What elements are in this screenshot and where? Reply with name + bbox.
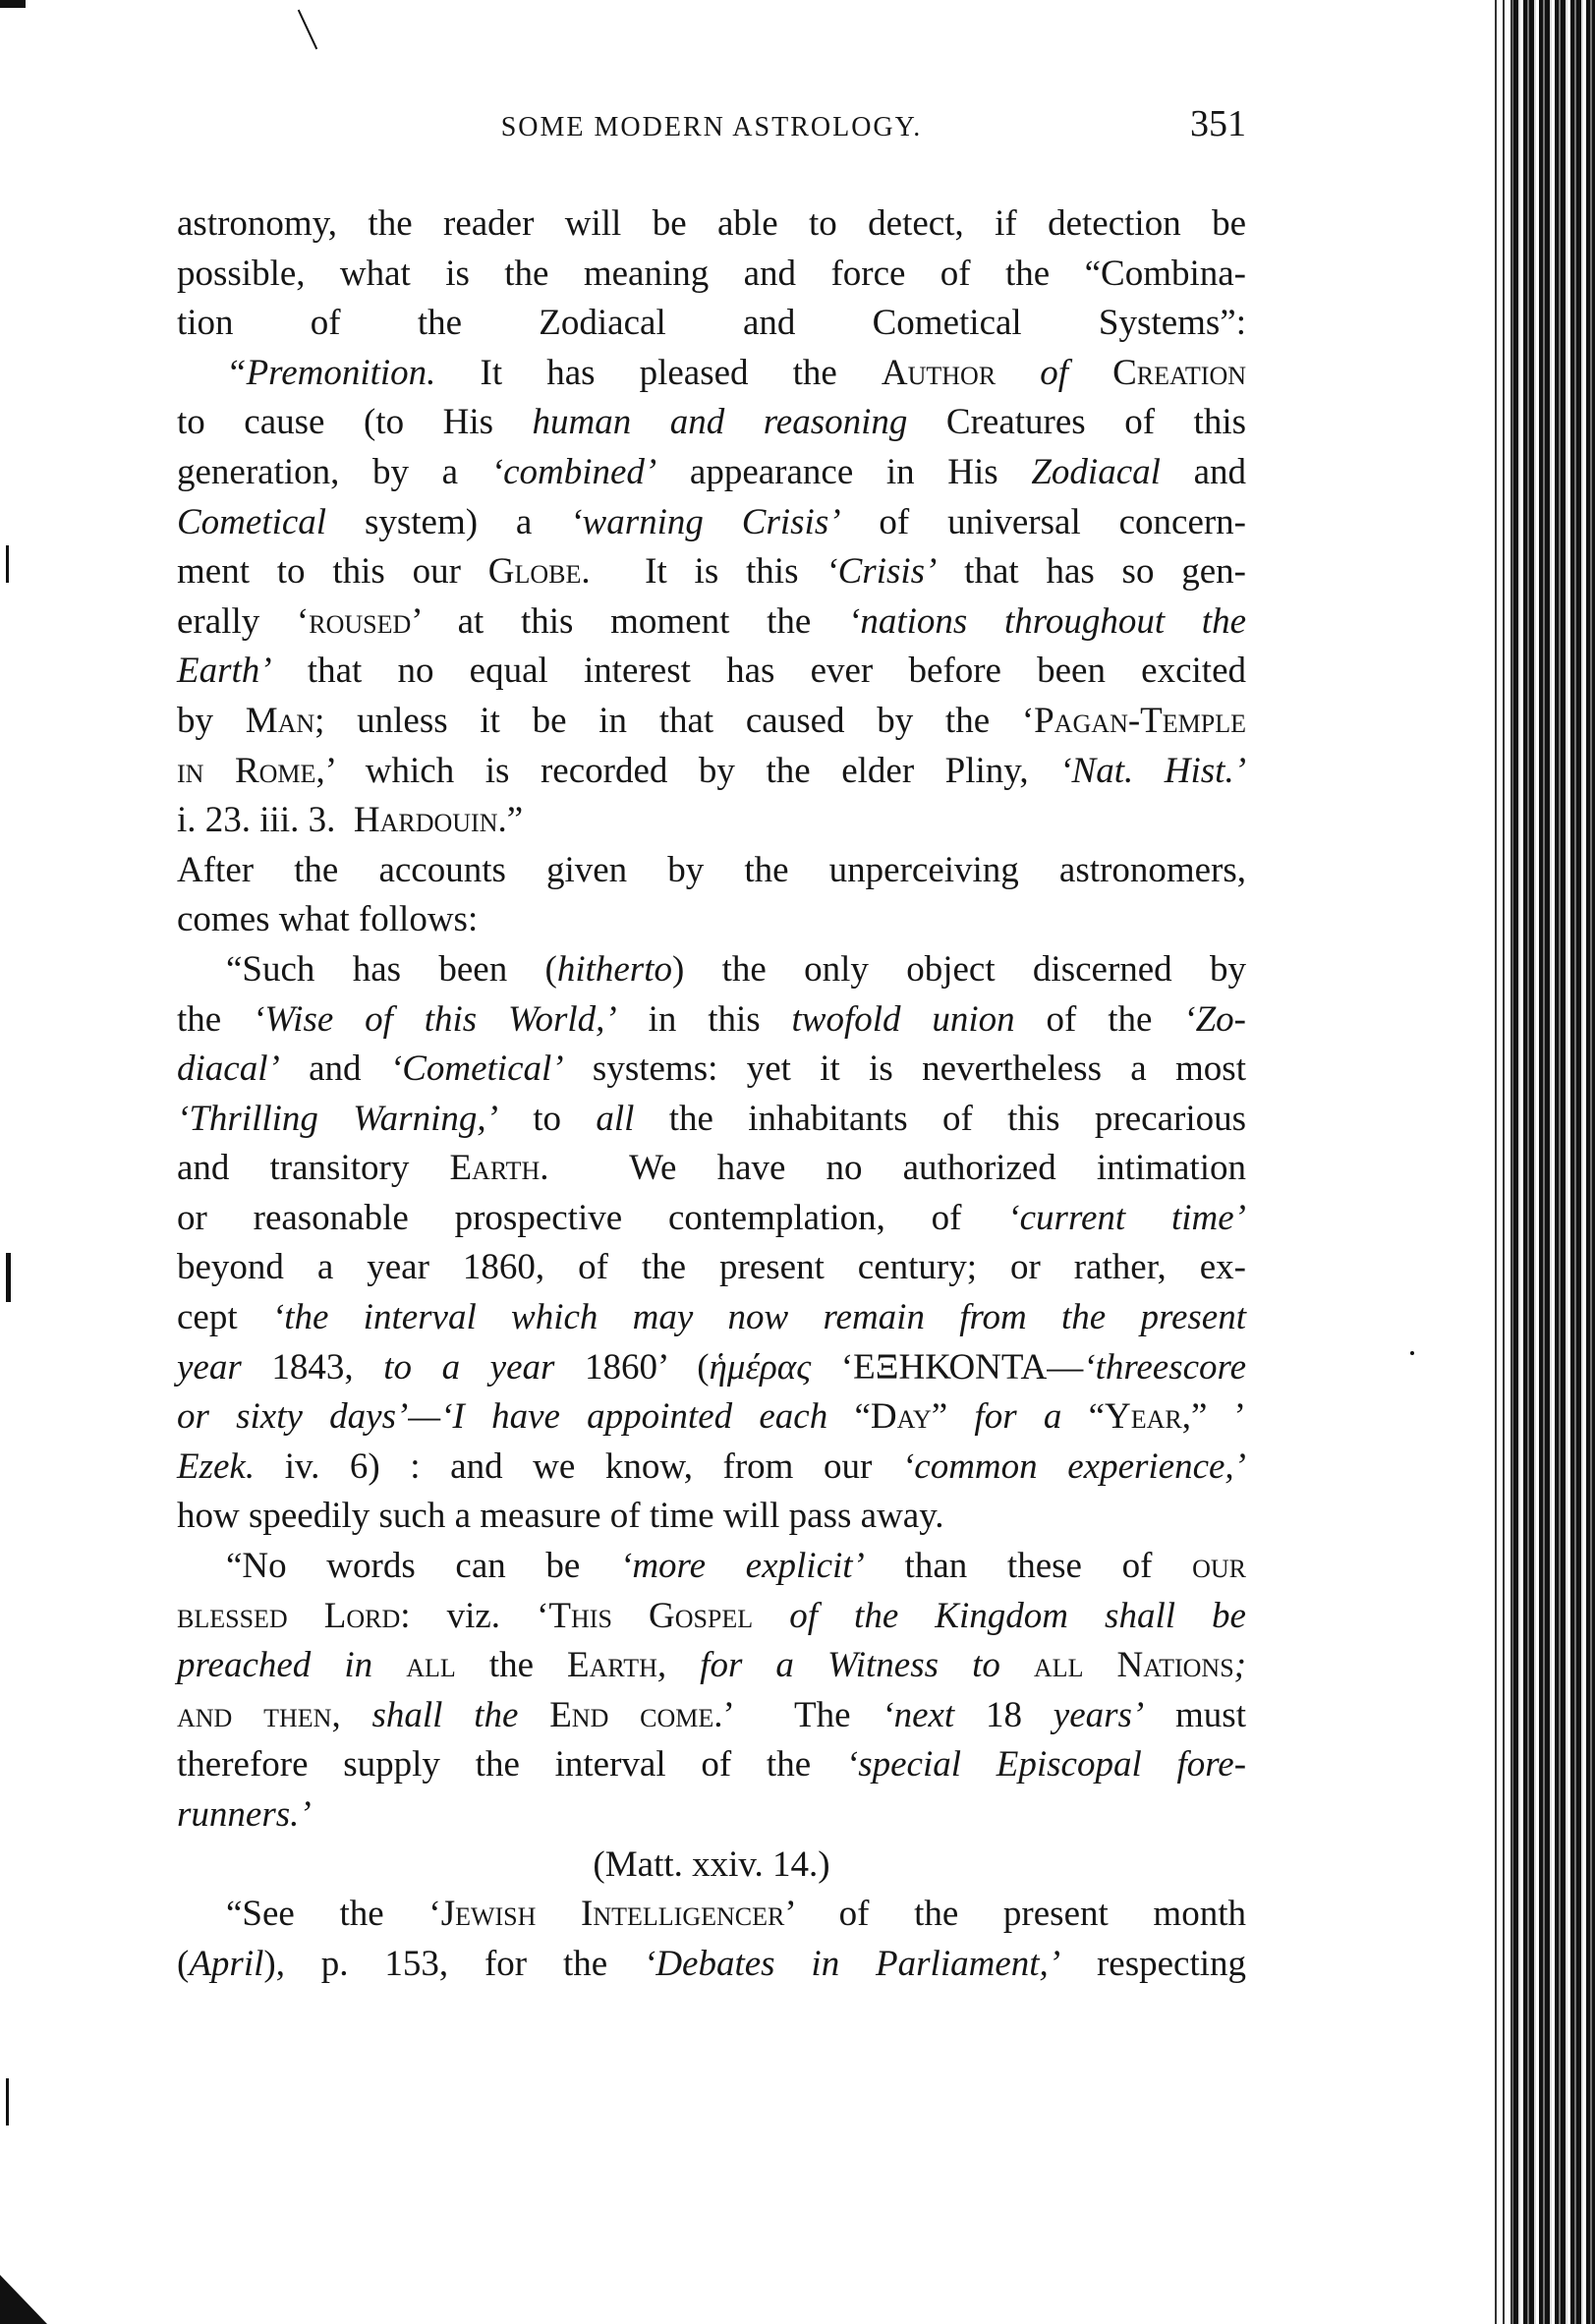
roman-text: 18 — [954, 1694, 1054, 1735]
roman-text: generation, by a — [177, 451, 491, 492]
roman-text: astronomy, the reader will be able to detect, if detection be — [177, 203, 1246, 244]
roman-text: beyond a year 1860, of the present century; or rather, ex- — [177, 1247, 1246, 1288]
italic-text: runners.’ — [177, 1794, 312, 1835]
small-caps-text: Author — [881, 352, 997, 393]
small-caps-text: all Nations — [1033, 1645, 1234, 1686]
roman-text: (Matt. xxiv. 14.) — [593, 1843, 830, 1885]
italic-text: Cometical — [177, 501, 327, 542]
small-caps-text: Creation — [1112, 352, 1246, 393]
italic-text: ‘Thrilling Warning,’ — [177, 1098, 498, 1139]
roman-text: the — [455, 1645, 568, 1686]
roman-text: “ — [827, 1396, 871, 1438]
italic-text: to a year — [383, 1346, 555, 1388]
roman-text: ,” ’ — [1181, 1396, 1246, 1438]
small-caps-text: End come — [549, 1694, 714, 1735]
italic-text: of the Kingdom shall be — [753, 1595, 1246, 1636]
roman-text: and — [279, 1049, 390, 1090]
roman-text: “ — [1061, 1396, 1105, 1438]
roman-text: “Such has been ( — [226, 948, 557, 990]
text-line — [177, 448, 1246, 498]
roman-text: tion of the Zodiacal and Cometical Systems”: — [177, 303, 1246, 344]
small-caps-text: Pagan-Temple — [1034, 700, 1246, 741]
italic-text: year — [177, 1346, 242, 1388]
roman-text: by — [177, 700, 246, 741]
small-caps-text: Globe — [487, 551, 582, 593]
text-line — [177, 1691, 1246, 1741]
roman-text: that no equal interest has ever before been excited — [271, 651, 1246, 692]
roman-text: therefore supply the interval of the — [177, 1744, 846, 1786]
roman-text: and transitory — [177, 1148, 450, 1189]
roman-text: i. 23. iii. 3. — [177, 800, 354, 841]
roman-text: and — [1160, 451, 1246, 492]
small-caps-text: Year — [1105, 1396, 1182, 1438]
italic-text: ‘Wise of this World,’ — [253, 998, 617, 1040]
italic-text: twofold union — [791, 998, 1015, 1040]
italic-text: ‘common experience,’ — [901, 1445, 1247, 1487]
small-caps-text: Earth — [449, 1148, 541, 1189]
text-line — [177, 498, 1246, 548]
italic-text: ‘next — [882, 1694, 955, 1735]
italic-text: Earth’ — [177, 651, 272, 692]
text-line — [177, 199, 1246, 250]
text-line — [177, 1492, 1246, 1542]
roman-text: It has pleased the — [435, 352, 882, 393]
text-line — [177, 1343, 1246, 1393]
roman-text: ( — [177, 1943, 190, 1984]
italic-text: ‘Zo- — [1183, 998, 1246, 1040]
text-line — [177, 1740, 1246, 1790]
roman-text: : viz. ‘ — [400, 1595, 549, 1636]
roman-text: of universal concern- — [840, 501, 1247, 542]
text-line — [177, 747, 1246, 797]
roman-text: appearance in His — [656, 451, 1032, 492]
italic-text: ‘Debates in Parliament,’ — [644, 1943, 1061, 1984]
text-line — [177, 1095, 1246, 1145]
text-line — [177, 547, 1246, 597]
roman-text: cept — [177, 1297, 272, 1338]
roman-text: comes what follows: — [177, 899, 479, 940]
italic-text: ‘Nat. Hist.’ — [1059, 750, 1247, 791]
roman-text: ’ of the present month — [784, 1894, 1246, 1935]
italic-text: ‘special Episcopal fore- — [845, 1744, 1247, 1786]
italic-text: “Premonition. — [226, 352, 436, 393]
small-caps-text: and then — [177, 1694, 332, 1735]
italic-text: shall the — [371, 1694, 550, 1735]
roman-text: Creatures of this — [907, 402, 1246, 443]
margin-mark — [6, 545, 9, 583]
roman-text: ‘ΕΞΗΚΟΝΤΑ— — [811, 1346, 1084, 1388]
scan-slash-mark — [298, 10, 317, 50]
small-caps-text: Jewish Intelligencer — [440, 1894, 785, 1935]
roman-text: system) a — [326, 501, 571, 542]
text-line — [177, 349, 1246, 399]
text-line — [177, 1045, 1246, 1095]
text-line — [177, 1790, 1246, 1841]
roman-text: “No words can be — [226, 1546, 621, 1587]
speck — [1410, 1351, 1414, 1355]
roman-text: . It is this — [581, 551, 826, 593]
text-line — [177, 995, 1246, 1046]
text-line — [177, 697, 1246, 747]
roman-text: iv. 6) : and we know, from our — [255, 1445, 902, 1487]
roman-text: ’ at this moment the — [411, 600, 849, 642]
roman-text: that has so gen- — [937, 551, 1246, 593]
small-caps-text: our — [1192, 1546, 1247, 1587]
text-line — [177, 1293, 1246, 1343]
italic-text: preached in — [177, 1645, 407, 1686]
small-caps-text: Earth — [567, 1645, 657, 1686]
italic-text: human and reasoning — [532, 402, 908, 443]
small-caps-text: in Rome — [177, 750, 316, 791]
text-line — [177, 647, 1246, 697]
scan-corner-mark — [0, 0, 26, 8]
italic-text: ; — [1233, 1645, 1246, 1686]
roman-text: .” — [497, 800, 524, 841]
roman-text: 1860’ ( — [554, 1346, 710, 1388]
small-caps-text: Day — [870, 1396, 932, 1438]
roman-text: of the — [1014, 998, 1184, 1040]
small-caps-text: Hardouin — [353, 800, 498, 841]
text-line — [177, 846, 1246, 896]
italic-text: for a — [974, 1396, 1062, 1438]
small-caps-text: roused — [309, 600, 412, 642]
text-line — [177, 299, 1246, 349]
italic-text: Zodiacal — [1031, 451, 1161, 492]
italic-text: hitherto — [556, 948, 672, 990]
roman-text: 1843, — [241, 1346, 384, 1388]
running-title: SOME MODERN ASTROLOGY. — [500, 112, 923, 142]
text-line — [177, 1641, 1246, 1691]
roman-text: to cause (to His — [177, 402, 533, 443]
italic-text: ‘the interval which may now remain from the present — [271, 1297, 1246, 1338]
roman-text: in this — [616, 998, 792, 1040]
italic-text: ‘nations throughout the — [848, 600, 1247, 642]
italic-text: ἡμέρας — [709, 1346, 812, 1388]
roman-text: than these of — [864, 1546, 1193, 1587]
text-line — [177, 1443, 1246, 1493]
text-line — [177, 796, 1246, 846]
roman-text: . We have no authorized intimation — [540, 1148, 1246, 1189]
text-line — [177, 1592, 1246, 1642]
italic-text: diacal’ — [177, 1049, 280, 1090]
roman-text: “See the ‘ — [226, 1894, 441, 1935]
roman-text: must — [1144, 1694, 1246, 1735]
roman-text: ), p. 153, for the — [263, 1943, 645, 1984]
roman-text: respecting — [1060, 1943, 1246, 1984]
roman-text: erally ‘ — [177, 600, 310, 642]
roman-text: , — [331, 1694, 372, 1735]
italic-text: ‘Crisis’ — [826, 551, 938, 593]
roman-text: ,’ which is recorded by the elder Pliny, — [315, 750, 1060, 791]
text-line — [177, 1542, 1246, 1592]
text-line — [177, 1940, 1246, 1990]
roman-text: the inhabitants of this precarious — [634, 1098, 1246, 1139]
italic-text: or sixty days’—‘I have appointed each — [177, 1396, 828, 1438]
italic-text: of — [996, 352, 1113, 393]
text-line — [177, 1841, 1246, 1891]
roman-text: ” — [931, 1396, 975, 1438]
book-binding-edge — [1489, 0, 1595, 2324]
italic-text: ‘warning Crisis’ — [570, 501, 841, 542]
page-header — [177, 102, 1246, 151]
small-caps-text: Man — [245, 700, 315, 741]
italic-text: all — [596, 1098, 635, 1139]
roman-text: to — [497, 1098, 597, 1139]
text-line — [177, 597, 1246, 648]
small-caps-text: This Gospel — [548, 1595, 754, 1636]
roman-text: ; unless it be in that caused by the ‘ — [314, 700, 1035, 741]
text-line — [177, 895, 1246, 945]
roman-text: ) the only object discerned by — [672, 948, 1246, 990]
roman-text: possible, what is the meaning and force of the “Combina- — [177, 253, 1246, 294]
text-line — [177, 1890, 1246, 1940]
italic-text: ‘more explicit’ — [620, 1546, 865, 1587]
text-line — [177, 945, 1246, 995]
scan-corner-wedge — [0, 2275, 47, 2324]
text-line — [177, 398, 1246, 448]
roman-text: how speedily such a measure of time will pass away. — [177, 1496, 944, 1537]
italic-text: , for a Witness to — [656, 1645, 1034, 1686]
roman-text: the — [177, 998, 254, 1040]
margin-mark — [6, 2078, 9, 2126]
roman-text: or reasonable prospective contemplation, of — [177, 1197, 1008, 1238]
margin-mark — [6, 1253, 11, 1302]
small-caps-text: blessed Lord — [177, 1595, 401, 1636]
text-line — [177, 1392, 1246, 1443]
italic-text: ‘threescore — [1083, 1346, 1246, 1388]
roman-text: systems: yet it is nevertheless a most — [563, 1049, 1246, 1090]
italic-text: ‘current time’ — [1007, 1197, 1246, 1238]
body-text — [177, 199, 1246, 1989]
roman-text: ment to this our — [177, 551, 488, 593]
italic-text: ‘combined’ — [490, 451, 657, 492]
italic-text: Ezek. — [177, 1445, 256, 1487]
roman-text: .’ The — [713, 1694, 883, 1735]
page-number: 351 — [1190, 103, 1246, 144]
text-line — [177, 1243, 1246, 1293]
text-line — [177, 250, 1246, 300]
small-caps-text: all — [406, 1645, 456, 1686]
text-line — [177, 1144, 1246, 1194]
italic-text: April — [189, 1943, 264, 1984]
italic-text: years’ — [1053, 1694, 1145, 1735]
roman-text: After the accounts given by the unperceiving astronomers, — [177, 849, 1246, 890]
text-line — [177, 1194, 1246, 1244]
italic-text: ‘Cometical’ — [389, 1049, 564, 1090]
